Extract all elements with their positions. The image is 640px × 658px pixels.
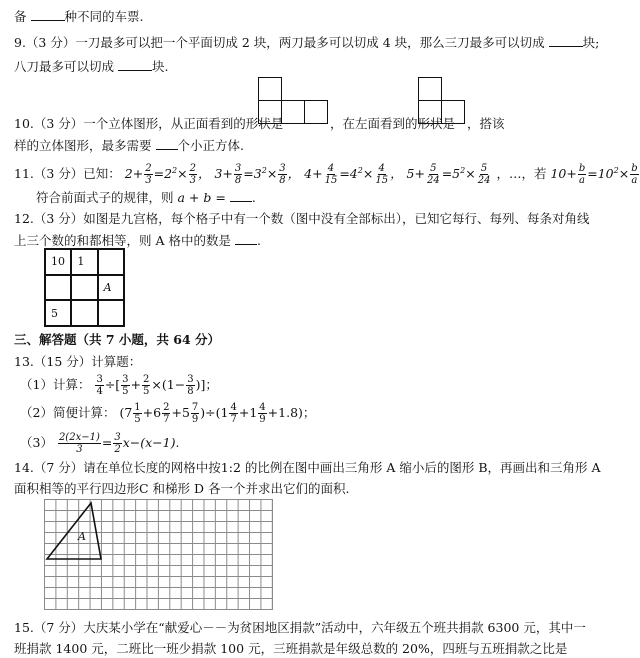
q12-text3: . [256, 233, 261, 248]
grid-cell: 5 [45, 300, 71, 326]
q10-line2 [14, 137, 244, 154]
grid-cell [98, 300, 124, 326]
q13-p2-expression: (7 $\frac{1}{5}$ +6 $\frac{2}{7}$ +5 $\frac{7}{9}$ )÷(1 $\frac{4}{7}$ +1 $\frac{4}{9}$ +1.8)； [119, 402, 316, 425]
q9-text2: 八刀最多可以切成 [14, 59, 115, 74]
q13-line1 [14, 354, 141, 370]
q9-blank-8cuts[interactable] [118, 58, 152, 71]
q15-text1: 15.（7 分）大庆某小学在“献爱心－－为贫困地区捐款”活动中，六年级五个班共捐款 6300 元，其中一 [14, 620, 586, 635]
q10-text2: ，在左面看到的形状是 [330, 116, 456, 131]
q10-answer-blank[interactable] [156, 137, 178, 150]
q10-text3: ，搭该 [467, 116, 505, 131]
q9-line1 [14, 34, 599, 51]
q10-text5: 个小正方体. [177, 138, 244, 153]
grid-cell [98, 249, 124, 275]
q10-line1-end [467, 116, 505, 132]
magic-square-grid [44, 248, 125, 327]
grid-cell [45, 275, 71, 301]
q11-line1 [14, 158, 640, 187]
q8-suffix: 种不同的车票. [64, 9, 144, 24]
q12-text1: 12.（3 分）如图是九宫格，每个格子中有一个数（图中没有全部标出），已知它每行、每列、每条对角线 [14, 211, 590, 226]
q13-p3-label: （3） [20, 435, 53, 450]
grid-cell: 1 [71, 249, 97, 275]
q11-answer-blank[interactable] [230, 189, 252, 202]
q9-line2 [14, 58, 168, 75]
q8-answer-blank[interactable] [31, 8, 65, 21]
section-3-heading [14, 332, 220, 348]
grid-cell-a: A [98, 275, 124, 301]
q10-line1 [14, 116, 283, 132]
q14-text1: 14.（7 分）请在单位长度的网格中按1:2 的比例在图中画出三角形 A 缩小后的图形 B，再画出和三角形 A [14, 460, 601, 475]
q11-expression: a + b = [177, 190, 226, 205]
q11-tail: ，…，若 [496, 166, 547, 182]
q11-formula-sequence: 2+ $\frac{2}{3}$ $=2^2\times$ $\frac{2}{3}$ ， 3+ $\frac{3}{8}$ $=3^2\times$ $\frac{3}{8}$ ， 4+ $\frac{4}{15}$ $=4^2\times$ $\frac{4}{15}$ ， 5+ $\frac{5}{24}$ $=5^2\times$ $\frac{5}{24}$ [124, 163, 491, 187]
grid-cell [71, 275, 97, 301]
q8-prefix: 备 [14, 9, 27, 24]
section-3-text: 三、解答题（共 7 小题，共 64 分） [14, 332, 221, 347]
q12-answer-blank[interactable] [235, 232, 257, 245]
q12-text2: 上三个数的和都相等，则 A 格中的数是 [14, 233, 231, 248]
q13-p1-expression: $\frac{3}{4}$ ÷[ $\frac{3}{5}$ + $\frac{2}{5}$ ×(1− $\frac{3}{8}$ )]； [96, 374, 218, 397]
q14-line2 [14, 481, 349, 497]
grid-cell [71, 300, 97, 326]
q11-text2: 符合前面式子的规律，则 [36, 190, 174, 205]
q15-line2 [14, 641, 567, 657]
q11-lead: 11.（3 分）已知： [14, 166, 121, 182]
q15-line1 [14, 620, 586, 636]
q13-text: 13.（15 分）计算题： [14, 354, 142, 369]
triangle-a-text: A [78, 530, 86, 543]
q13-part2 [20, 400, 315, 426]
q9-blank-3cuts[interactable] [549, 34, 583, 47]
q13-p2-label: （2）简便计算： [20, 405, 116, 420]
q13-p1-label: （1）计算： [20, 377, 91, 392]
q14-line1 [14, 460, 601, 476]
q10-text1: 10.（3 分）一个立体图形，从正面看到的形状是 [14, 116, 284, 131]
grid-cell: 10 [45, 249, 71, 275]
triangle-a-label [78, 529, 86, 545]
q10-line1-mid [330, 116, 455, 132]
q11-line2 [36, 189, 256, 206]
q14-text2: 面积相等的平行四边形C 和梯形 D 各一个并求出它们的面积. [14, 481, 350, 496]
q12-line2 [14, 232, 261, 249]
q13-part1 [20, 372, 218, 398]
q8-tail-line [14, 8, 143, 25]
q9-text1: 9.（3 分）一刀最多可以把一个平面切成 2 块，两刀最多可以切成 4 块，那么三刀最多可以切成 [14, 35, 545, 50]
q13-part3 [20, 430, 179, 456]
q15-text2: 班捐款 1400 元，二班比一班少捐款 100 元，三班捐款是年级总数的 20%，四班与五班捐款之比是 [14, 641, 568, 656]
q13-p3-equation: $\frac{2(2x-1)}{3}$ = $\frac{3}{2}$ x−(x−1). [58, 432, 180, 455]
q10-text4: 样的立体图形，最多需要 [14, 138, 152, 153]
q9-text1-end: 块; [582, 35, 600, 50]
q12-line1 [14, 211, 590, 227]
q11-text3: . [251, 190, 256, 205]
q11-condition: 10+ $\frac{b}{a}$ $=10^2\times$ $\frac{b}{a}$ [550, 163, 638, 187]
q9-text2-end: 块. [152, 59, 169, 74]
